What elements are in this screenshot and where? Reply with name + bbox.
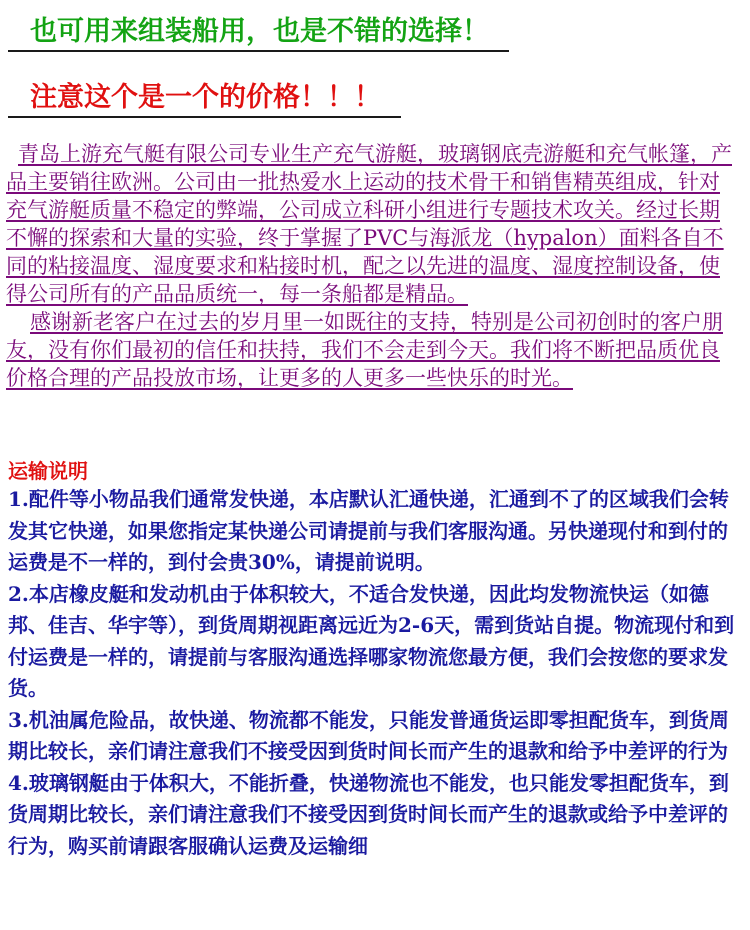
intro-paragraph — [6, 140, 734, 308]
headline-price-notice — [8, 80, 401, 118]
thanks-paragraph-text: 感谢新老客户在过去的岁月里一如既往的支持，特别是公司初创时的客户朋友，没有你们最初的信任和扶持，我们不会走到今天。我们将不断把品质优良价格合理的产品投放市场，让更多的人更多一些快乐的时光。 — [6, 310, 723, 390]
shipping-item: 1.配件等小物品我们通常发快递，本店默认汇通快递，汇通到不了的区域我们会转发其它快递，如果您指定某快递公司请提前与我们客服沟通。另快递现付和到付的运费是不一样的，到付会贵30%，请提前说明。 — [8, 487, 729, 574]
shipping-notes — [8, 484, 738, 862]
headline-price-notice-text: 注意这个是一个的价格！！！ — [8, 80, 401, 118]
headline-alternative-use — [8, 14, 509, 52]
company-intro — [6, 140, 734, 392]
shipping-item: 4.玻璃钢艇由于体积大，不能折叠，快递物流也不能发，也只能发零担配货车，到货周期比较长，亲们请注意我们不接受因到货时间长而产生的退款或给予中差评的行为，购买前请跟客服确认运费及运输细 — [8, 770, 729, 858]
headline-alternative-use-text: 也可用来组装船用，也是不错的选择！ — [8, 14, 509, 52]
shipping-title: 运输说明 — [8, 459, 88, 483]
thanks-paragraph — [6, 308, 734, 392]
shipping-item: 3.机油属危险品，故快递、物流都不能发，只能发普通货运即零担配货车，到货周期比较长，亲们请注意我们不接受因到货时间长而产生的退款和给予中差评的行为 — [8, 707, 729, 763]
shipping-item: 2.本店橡皮艇和发动机由于体积较大，不适合发快递，因此均发物流快运（如德邦、佳吉、华宇等），到货周期视距离远近为2-6天，需到货站自提。物流现付和到付运费是一样的，请提前与客服沟通选择哪家物流您最方便，我们会按您的要求发货。 — [8, 581, 735, 700]
intro-paragraph-text: 青岛上游充气艇有限公司专业生产充气游艇，玻璃钢底壳游艇和充气帐篷，产品主要销往欧洲。公司由一批热爱水上运动的技术骨干和销售精英组成，针对充气游艇质量不稳定的弊端，公司成立科研小组进行专题技术攻关。经过长期不懈的探索和大量的实验，终于掌握了PVC与海派龙（hypalon）面料各自不同的粘接温度、湿度要求和粘接时机，配之以先进的温度、湿度控制设备，使得公司所有的产品品质统一，每一条船都是精品。 — [6, 142, 732, 306]
